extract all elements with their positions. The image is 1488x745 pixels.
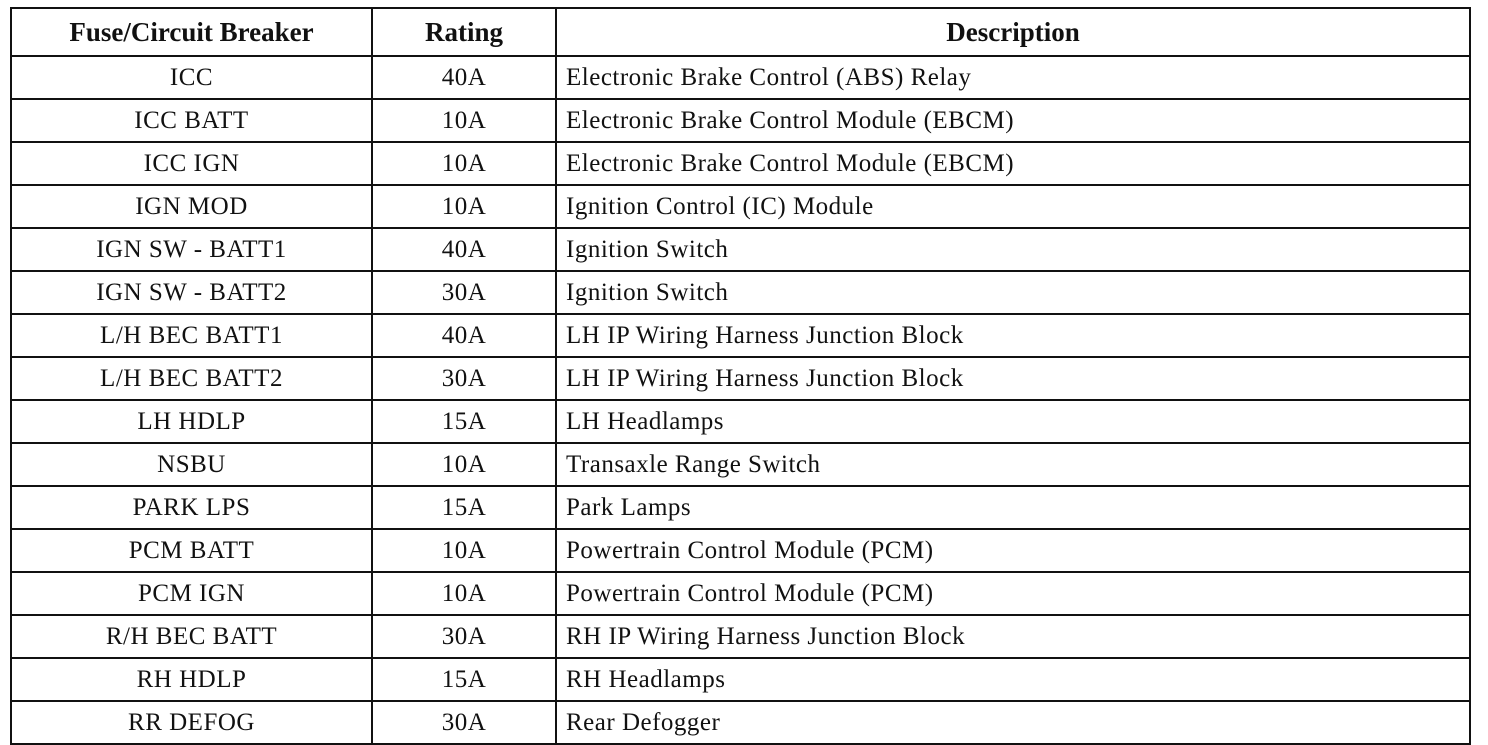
cell-description: LH IP Wiring Harness Junction Block [556, 314, 1470, 357]
cell-fuse: ICC IGN [11, 142, 372, 185]
cell-rating: 10A [372, 99, 556, 142]
table-row [11, 142, 1470, 185]
table-header [11, 8, 1470, 56]
table-row [11, 658, 1470, 701]
cell-rating: 40A [372, 228, 556, 271]
cell-fuse: RR DEFOG [11, 701, 372, 744]
table-row [11, 99, 1470, 142]
table-row [11, 185, 1470, 228]
cell-rating: 30A [372, 357, 556, 400]
cell-fuse: L/H BEC BATT2 [11, 357, 372, 400]
header-fuse: Fuse/Circuit Breaker [11, 8, 372, 56]
cell-description: Rear Defogger [556, 701, 1470, 744]
table-row [11, 228, 1470, 271]
table-row [11, 400, 1470, 443]
cell-rating: 30A [372, 271, 556, 314]
cell-rating: 40A [372, 314, 556, 357]
table-row [11, 314, 1470, 357]
cell-fuse: L/H BEC BATT1 [11, 314, 372, 357]
cell-fuse: ICC [11, 56, 372, 99]
cell-rating: 30A [372, 701, 556, 744]
cell-rating: 15A [372, 658, 556, 701]
table-row [11, 56, 1470, 99]
table-body [11, 56, 1470, 744]
cell-rating: 10A [372, 185, 556, 228]
cell-description: Ignition Switch [556, 228, 1470, 271]
cell-fuse: NSBU [11, 443, 372, 486]
table-row [11, 701, 1470, 744]
cell-fuse: IGN MOD [11, 185, 372, 228]
cell-fuse: R/H BEC BATT [11, 615, 372, 658]
cell-description: RH IP Wiring Harness Junction Block [556, 615, 1470, 658]
cell-fuse: PCM BATT [11, 529, 372, 572]
cell-description: Powertrain Control Module (PCM) [556, 529, 1470, 572]
cell-rating: 15A [372, 400, 556, 443]
cell-description: Powertrain Control Module (PCM) [556, 572, 1470, 615]
cell-fuse: IGN SW - BATT1 [11, 228, 372, 271]
cell-fuse: PCM IGN [11, 572, 372, 615]
header-row [11, 8, 1470, 56]
cell-description: Ignition Switch [556, 271, 1470, 314]
table-row [11, 615, 1470, 658]
cell-description: LH Headlamps [556, 400, 1470, 443]
table-row [11, 529, 1470, 572]
table-row [11, 271, 1470, 314]
cell-description: Park Lamps [556, 486, 1470, 529]
cell-rating: 15A [372, 486, 556, 529]
cell-rating: 10A [372, 142, 556, 185]
table-row [11, 486, 1470, 529]
cell-description: Electronic Brake Control Module (EBCM) [556, 99, 1470, 142]
cell-fuse: PARK LPS [11, 486, 372, 529]
cell-fuse: ICC BATT [11, 99, 372, 142]
cell-fuse: IGN SW - BATT2 [11, 271, 372, 314]
cell-description: RH Headlamps [556, 658, 1470, 701]
header-description: Description [556, 8, 1470, 56]
table-row [11, 572, 1470, 615]
cell-description: Transaxle Range Switch [556, 443, 1470, 486]
cell-rating: 10A [372, 529, 556, 572]
cell-description: LH IP Wiring Harness Junction Block [556, 357, 1470, 400]
cell-fuse: LH HDLP [11, 400, 372, 443]
cell-rating: 40A [372, 56, 556, 99]
table-row [11, 357, 1470, 400]
cell-description: Electronic Brake Control Module (EBCM) [556, 142, 1470, 185]
header-rating: Rating [372, 8, 556, 56]
cell-description: Electronic Brake Control (ABS) Relay [556, 56, 1470, 99]
cell-rating: 10A [372, 572, 556, 615]
fuse-circuit-breaker-table [10, 7, 1471, 745]
cell-rating: 30A [372, 615, 556, 658]
cell-rating: 10A [372, 443, 556, 486]
cell-fuse: RH HDLP [11, 658, 372, 701]
table-row [11, 443, 1470, 486]
cell-description: Ignition Control (IC) Module [556, 185, 1470, 228]
